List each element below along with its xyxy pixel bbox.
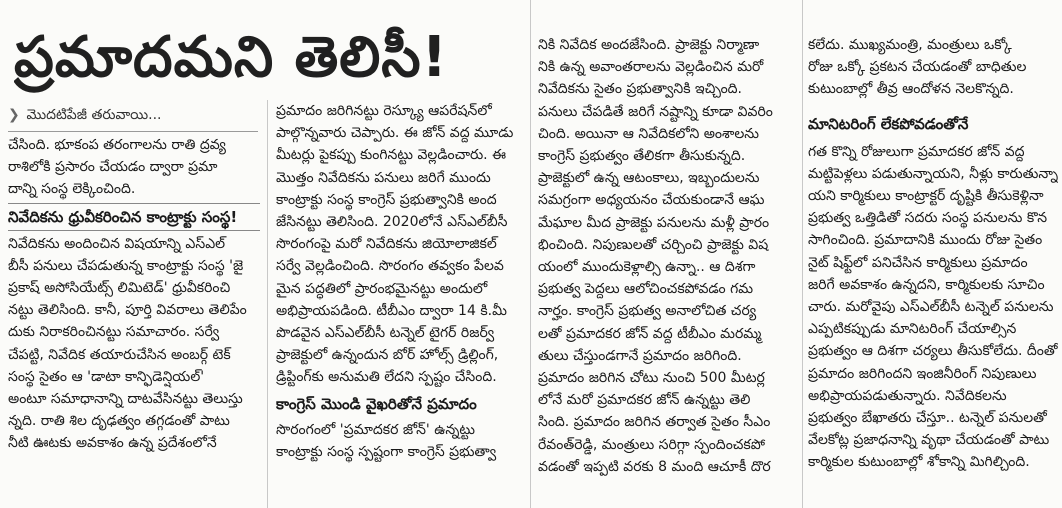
- text-line: దుకు నిరాకరించినట్టు సమాచారం. సర్వే: [8, 324, 220, 341]
- text-line: ప్రమాదం జరిగినట్టు రెస్క్యూ ఆపరేషన్‌లో: [276, 103, 492, 119]
- col4-subhead: మానిటరింగ్ లేకపోవడంతోనే: [808, 114, 969, 133]
- text-line: భించింది. నిపుణులతో చర్చించి ప్రాజెక్టు విష: [538, 236, 769, 253]
- text-line: చింది. అయినా ఆ నివేదికలోని అంశాలను: [538, 125, 759, 142]
- text-line: లోనే మరో ప్రమాదకర జోన్ ఉన్నట్టు తెలి: [538, 392, 751, 409]
- text-line: కార్మికుల కుటుంబాల్లో శోకాన్ని మిగిల్చింది.: [808, 454, 1030, 471]
- text-line: దాన్ని సంస్థ లెక్కించింది.: [8, 181, 136, 198]
- text-line: లతో ప్రమాదకర జోన్ వద్ద టీబీఎం మరమ్మ: [538, 325, 762, 342]
- column-2: [276, 100, 524, 463]
- text-line: నికి నివేదిక అందజేసింది. ప్రాజెక్టు నిర్మాణా: [538, 37, 760, 53]
- text-line: సింది. ప్రమాదం జరిగిన తర్వాత సైతం సీఎం: [538, 414, 771, 431]
- text-line: ప్రకాష్ అసోసియేట్స్ లిమిటెడ్' ధ్రువీకరించి: [8, 280, 231, 297]
- text-line: ప్రాజెక్టులో ఉన్న ఆటంకాలు, ఇబ్బందులను: [538, 170, 760, 187]
- text-line: వడంతో ఇప్పటి వరకు 8 మంది ఆచూకీ దొర: [538, 458, 771, 475]
- text-line: సంస్థ సైతం ఆ 'డాటా కాన్ఫిడెన్షియల్': [8, 368, 205, 385]
- text-line: బీసీ పనులు చేపడుతున్న కాంట్రాక్టు సంస్థ 'జై: [8, 257, 244, 274]
- text-line: సమగ్రంగా అధ్యయనం చేయకుండానే ఆఘ: [538, 192, 765, 209]
- text-line: నీటి ఊటకు అవకాశం ఉన్న ప్రదేశంలోనే: [8, 435, 217, 452]
- continued-from-front-page: [8, 104, 258, 126]
- col2-tail: [276, 419, 524, 463]
- text-line: నివేదికను సైతం ప్రభుత్వానికి ఇచ్చింది.: [538, 81, 742, 98]
- text-line: కాంట్రాక్టు సంస్థ కాంగ్రెస్ ప్రభుత్వానికి అంద: [276, 191, 497, 208]
- text-line: ప్రభుత్వం ఆ దిశగా చర్యలు తీసుకోలేదు. దీంతో: [808, 343, 1058, 360]
- text-line: ప్రభుత్వ పెద్దలు ఆలోచించకపోవడం గమ: [538, 281, 754, 298]
- text-line: సర్వే వెల్లడించింది. సొరంగం తవ్వకం పేలవ: [276, 258, 504, 275]
- text-line: పనులు చేపడితే జరిగే నష్టాన్ని కూడా వివరిం: [538, 103, 773, 120]
- text-line: పొడవైన ఎస్ఎల్‌బీసీ టన్నెల్ టైగర్ రిజర్వ్: [276, 325, 495, 342]
- col4-lead: [808, 34, 1058, 101]
- text-line: ప్రభుత్వ ఒత్తిడితో సదరు సంస్థ పనులను కొన: [808, 210, 1048, 227]
- text-line: అభిప్రాయపడింది. టీబీఎం ద్వారా 14 కి.మీ: [276, 302, 507, 319]
- text-line: రాశిలోకి ప్రసారం చేయడం ద్వారా ప్రమా: [8, 159, 218, 176]
- text-line: ప్రభుత్వం బేఖాతరు చేస్తూ.. టన్నెల్ పనులతో: [808, 410, 1047, 427]
- text-line: న్నది. రాతి శిల దృఢత్వం తగ్గడంతో పాటు: [8, 413, 230, 430]
- text-line: నికి ఉన్న అవాంతరాలను వెల్లడించిన మరో: [538, 59, 764, 76]
- text-line: సొరంగంపై మరో నివేదికను జియోలాజికల్: [276, 236, 497, 253]
- text-line: గత కొన్ని రోజులుగా ప్రమాదకర జోన్ వద్ద: [808, 143, 1025, 160]
- text-line: సాగించింది. ప్రమాదానికి ముందు రోజు సైతం: [808, 232, 1043, 249]
- text-line: ప్రమాదం జరిగిన చోటు నుంచి 500 మీటర్ల: [538, 370, 765, 387]
- text-line: చేసింది. భూకంప తరంగాలను రాతి ద్రవ్య: [8, 137, 226, 153]
- text-line: నైట్ షిఫ్ట్‌లో పనిచేసిన కార్మికులు ప్రమాదం: [808, 254, 1028, 271]
- column-3: [538, 34, 796, 478]
- text-line: వేలకోట్ల ప్రజాధనాన్ని వృథా చేయడంతో పాటు: [808, 432, 1050, 449]
- column-rule: [802, 0, 803, 508]
- text-line: మైన పద్ధతిలో ప్రారంభమైనట్టు అందులో: [276, 280, 488, 297]
- text-line: మట్టిపెళ్లలు పడుతున్నాయని, నీళ్లు కారుతున్నా: [808, 165, 1058, 182]
- col1-body: [8, 233, 260, 455]
- text-line: పాల్గొన్నవారు చెప్పారు. ఈ జోన్ వద్ద మూడు: [276, 125, 514, 142]
- text-line: ఎప్పటికప్పుడు మానిటరింగ్ చేయాల్సిన: [808, 321, 1017, 338]
- col1-lead: [8, 134, 260, 201]
- text-line: ప్రమాదం జరిగిందని ఇంజినీరింగ్ నిపుణులు: [808, 365, 1037, 382]
- text-line: రోజు ఒక్కో ప్రకటన చేయడంతో బాధితుల: [808, 59, 1027, 76]
- col2-body: [276, 100, 524, 389]
- column-rule: [267, 100, 268, 508]
- text-line: మీటర్లు పైకప్పు కుంగినట్టు వెల్లడించారు. ఈ: [276, 147, 506, 164]
- chevron-right-icon: ❯: [8, 107, 20, 123]
- col2-subhead: కాంగ్రెస్ మొండి వైఖరితోనే ప్రమాదం: [276, 394, 477, 413]
- text-line: సొరంగంలో 'ప్రమాదకర జోన్' ఉన్నట్టు: [276, 421, 476, 438]
- jump-rule: [8, 131, 258, 132]
- text-line: అభిప్రాయపడుతున్నారు. నివేదికలను: [808, 387, 1007, 404]
- text-line: యని కార్మికులు కాంట్రాక్టర్ దృష్టికి తీసుకెళ్లినా: [808, 188, 1044, 205]
- text-line: కుటుంబాల్లో తీవ్ర ఆందోళన నెలకొన్నది.: [808, 81, 1014, 98]
- text-line: మేఘాల మీద ప్రాజెక్టు పనులను మళ్లీ ప్రారం: [538, 214, 770, 231]
- text-line: రేవంత్‌రెడ్డి, మంత్రులు సరిగ్గా స్పందించకపో: [538, 436, 765, 453]
- column-4: [808, 34, 1058, 474]
- text-line: ప్రాజెక్టులో ఉన్నందున బోర్ హోల్స్ డ్రిల్లింగ్,: [276, 347, 499, 364]
- col4-body: [808, 141, 1058, 474]
- text-line: జరిగే అవకాశం ఉన్నదని, కార్మికులకు సూచిం: [808, 276, 1045, 293]
- text-line: చేపట్టి, నివేదిక తయారుచేసిన అంబర్గ్ టెక్: [8, 346, 231, 363]
- col1-subhead: నివేదికను ధ్రువీకరించిన కాంట్రాక్టు సంస్థ!: [8, 203, 260, 231]
- continued-label: మొదటిపేజీ తరువాయి...: [26, 107, 162, 123]
- text-line: నార్హం. కాంగ్రెస్ ప్రభుత్వ అనాలోచిత చర్య: [538, 303, 757, 320]
- text-line: డ్రిప్టింగ్‌కు అనుమతి లేదని స్పష్టం చేసింది.: [276, 369, 497, 386]
- text-line: కలేదు. ముఖ్యమంత్రి, మంత్రులు ఒక్కో: [808, 37, 1012, 53]
- text-line: నివేదికను అందించిన విషయాన్ని ఎస్ఎల్: [8, 235, 226, 252]
- text-line: చారు. మరోవైపు ఎస్ఎల్‌బీసీ టన్నెల్ పనులను: [808, 299, 1054, 316]
- text-line: కాంగ్రెస్ ప్రభుత్వం తేలికగా తీసుకున్నది.: [538, 148, 746, 165]
- column-1: [8, 134, 260, 455]
- text-line: మొత్తం నివేదికను పనులు జరిగే ముందు: [276, 169, 491, 186]
- column-rule: [530, 0, 531, 508]
- text-line: అంటూ సమాధానాన్ని దాటవేసినట్టు తెలుస్తు: [8, 391, 243, 408]
- text-line: నట్టు తెలిసింది. కానీ, పూర్తి వివరాలు తెలిపేం: [8, 302, 247, 319]
- headline: ప్రమాదమని తెలిసీ!: [14, 25, 449, 90]
- text-line: తులు చేస్తుండగానే ప్రమాదం జరిగింది.: [538, 347, 742, 364]
- col3-body: [538, 34, 796, 478]
- text-line: జేసినట్టు తెలిసింది. 2020లోనే ఎస్ఎల్‌బీసీ: [276, 214, 508, 231]
- text-line: యంలో ముందుకెళ్లాల్సి ఉన్నా.. ఆ దిశగా: [538, 259, 756, 276]
- text-line: కాంట్రాక్టు సంస్థ స్పష్టంగా కాంగ్రెస్ ప్రభుత్వా: [276, 443, 497, 460]
